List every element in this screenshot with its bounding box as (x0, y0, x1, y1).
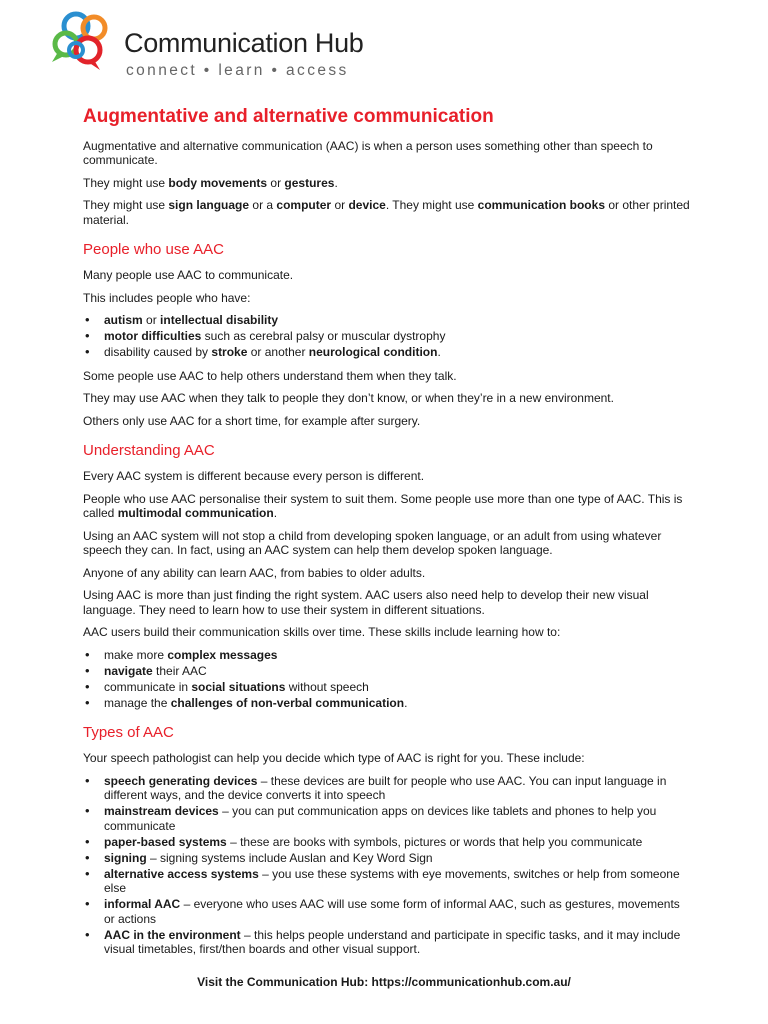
bold-text: body movements (168, 175, 268, 190)
text-run: They might use (83, 175, 169, 190)
list-item (83, 313, 693, 328)
brand-name: Communication Hub (124, 28, 364, 58)
bold-text: intellectual disability (160, 313, 279, 328)
bold-text: informal AAC (104, 897, 181, 912)
text-run: or a (249, 198, 277, 213)
bold-text: computer (276, 198, 332, 213)
bold-text: autism (104, 313, 143, 328)
text-run: They might use (83, 198, 169, 213)
section1-paragraph-5: Others only use AAC for a short time, for example after surgery. (83, 413, 421, 428)
section2-paragraph-1: Every AAC system is different because every person is different. (83, 469, 425, 484)
text-run: make more (104, 647, 168, 662)
bold-text: multimodal communication (117, 506, 274, 521)
list-item (83, 345, 693, 360)
text-run: . They might use (385, 198, 478, 213)
footer-link[interactable]: Visit the Communication Hub: https://communicationhub.com.au/ (197, 975, 571, 989)
bold-text: motor difficulties (104, 329, 202, 344)
communication-hub-logo-icon (44, 6, 120, 78)
section1-paragraph-1: Many people use AAC to communicate. (83, 268, 294, 283)
intro-paragraph-2 (83, 176, 693, 191)
list-item (83, 329, 693, 344)
list-item (83, 648, 693, 663)
section3-bullet-list (83, 774, 693, 957)
list-item (83, 696, 693, 711)
text-run: their AAC (152, 663, 207, 678)
section2-paragraph-2 (83, 492, 693, 521)
bold-text: mainstream devices (104, 804, 219, 819)
list-item (83, 867, 693, 896)
text-run: – these are books with symbols, pictures or words that help you communicate (226, 834, 643, 849)
text-run: – everyone who uses AAC will use some form of informal AAC, such as gestures, movements or actions (104, 897, 680, 926)
bold-text: communication books (477, 198, 605, 213)
section-heading-people: People who use AAC (83, 241, 224, 259)
brand-tagline: connect • learn • access (126, 62, 349, 79)
list-item (83, 851, 693, 866)
bold-text: challenges of non-verbal communication (170, 695, 405, 710)
text-run: – you can put communication apps on devices like tablets and phones to help you communicate (104, 804, 657, 833)
text-run: manage the (104, 695, 171, 710)
section3-paragraph-1: Your speech pathologist can help you decide which type of AAC is right for you. These include: (83, 751, 585, 766)
document-body (83, 106, 693, 966)
intro-paragraph-3 (83, 198, 693, 227)
text-run: or another (247, 345, 309, 360)
section-heading-types: Types of AAC (83, 724, 174, 742)
bold-text: speech generating devices (104, 773, 258, 788)
text-run: disability caused by (104, 345, 212, 360)
bold-text: signing (104, 850, 147, 865)
bold-text: navigate (104, 663, 153, 678)
section-heading-understanding: Understanding AAC (83, 442, 215, 460)
list-item (83, 774, 693, 803)
list-item (83, 835, 693, 850)
list-item (83, 680, 693, 695)
section1-paragraph-2: This includes people who have: (83, 290, 251, 305)
list-item (83, 664, 693, 679)
list-item (83, 804, 693, 833)
section2-paragraph-4: Anyone of any ability can learn AAC, from babies to older adults. (83, 565, 426, 580)
section1-paragraph-3: Some people use AAC to help others understand them when they talk. (83, 368, 457, 383)
intro-paragraph-1: Augmentative and alternative communication (AAC) is when a person uses something other than speech to communicate. (83, 138, 653, 168)
section2-bullet-list (83, 648, 693, 711)
bold-text: neurological condition (308, 345, 438, 360)
text-run: – these devices are built for people who use AAC. You can input language in different ways, and the device converts it into speech (104, 773, 667, 803)
bold-text: stroke (211, 345, 248, 360)
header (44, 6, 384, 82)
bold-text: AAC in the environment (104, 927, 241, 942)
section1-paragraph-4: They may use AAC when they talk to people they don’t know, or when they’re in a new environment. (83, 391, 614, 406)
text-run: – you use these systems with eye movements, switches or help from someone else (104, 866, 680, 896)
text-run: . (437, 345, 441, 360)
bold-text: device (348, 198, 386, 213)
text-run: . (334, 175, 338, 190)
text-run: People who use AAC personalise their system to suit them. Some people use more than one type of AAC. This is called (83, 491, 683, 521)
section1-bullet-list (83, 313, 693, 360)
list-item (83, 897, 693, 926)
bold-text: complex messages (167, 647, 278, 662)
bold-text: sign language (168, 198, 250, 213)
text-run: or (267, 175, 285, 190)
bold-text: gestures (284, 175, 335, 190)
text-run: – signing systems include Auslan and Key Word Sign (146, 850, 433, 865)
text-run: or (331, 198, 349, 213)
bold-text: alternative access systems (104, 866, 259, 881)
section2-paragraph-3: Using an AAC system will not stop a child from developing spoken language, or an adult from using whatever speech they can. In fact, using an AAC system can help them develop spoken language. (83, 528, 662, 558)
text-run: without speech (285, 679, 369, 694)
text-run: . (404, 695, 408, 710)
list-item (83, 928, 693, 957)
page-title: Augmentative and alternative communication (83, 106, 494, 127)
section2-paragraph-5: Using AAC is more than just finding the right system. AAC users also need help to develop their new visual language. They need to learn how to use their system in different situations. (83, 588, 649, 617)
text-run: – this helps people understand and participate in specific tasks, and it may include visual timetables, first/then boards and other visual support. (104, 927, 681, 957)
bold-text: paper-based systems (104, 834, 227, 849)
text-run: such as cerebral palsy or muscular dystrophy (201, 329, 446, 344)
text-run: or (142, 313, 161, 328)
bold-text: social situations (191, 679, 286, 694)
text-run: communicate in (104, 679, 192, 694)
section2-paragraph-6: AAC users build their communication skills over time. These skills include learning how to: (83, 625, 561, 640)
text-run: . (273, 506, 278, 521)
text-run: or other printed material. (83, 198, 690, 227)
